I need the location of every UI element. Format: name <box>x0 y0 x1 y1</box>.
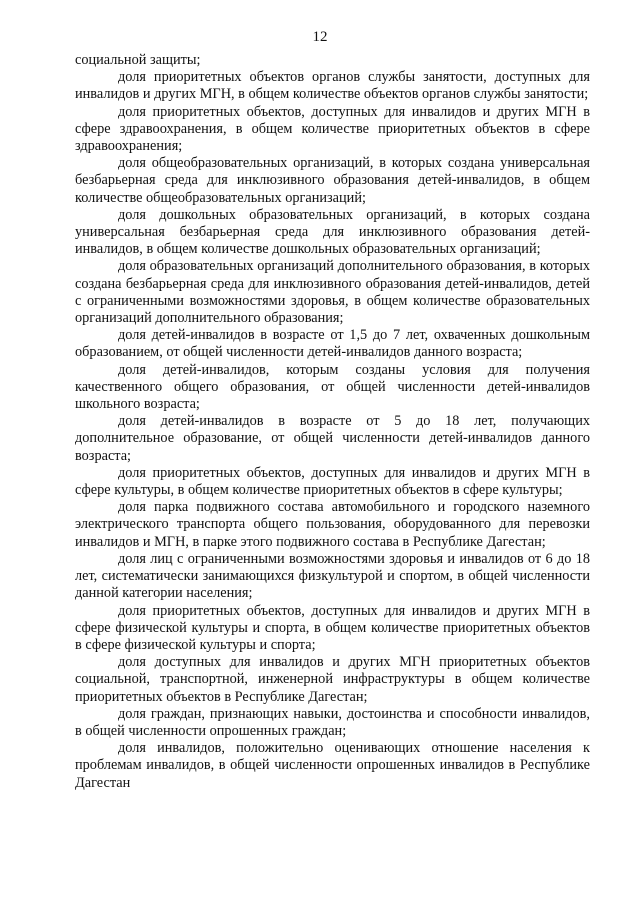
paragraph: доля образовательных организаций дополнительного образования, в которых создана безбарьерная среда для инклюзивного образования детей-инвалидов, детей с ограниченными возможностями здоровья, в общем количестве образовательных организаций дополнительного образования; <box>75 258 590 327</box>
paragraph: доля парка подвижного состава автомобильного и городского наземного электрического транспорта общего пользования, оборудованного для перевозки инвалидов и МГН, в парке этого подвижного состава в Республике Дагестан; <box>75 499 590 550</box>
paragraph: доля граждан, признающих навыки, достоинства и способности инвалидов, в общей численности опрошенных граждан; <box>75 705 590 739</box>
paragraph: доля общеобразовательных организаций, в которых создана универсальная безбарьерная среда для инклюзивного образования детей-инвалидов, в общем количестве общеобразовательных организаций; <box>75 155 590 206</box>
paragraph: доля дошкольных образовательных организаций, в которых создана универсальная безбарьерная среда для инклюзивного образования детей-инвалидов, в общем количестве дошкольных образовательных организаций; <box>75 206 590 258</box>
paragraph: социальной защиты; <box>75 52 201 68</box>
paragraph: доля детей-инвалидов, которым созданы условия для получения качественного общего образования, от общей численности детей-инвалидов школьного возраста; <box>75 361 590 413</box>
paragraph: доля приоритетных объектов органов службы занятости, доступных для инвалидов и других МГН, в общем количестве объектов органов службы занятости; <box>75 69 590 103</box>
paragraph: доля приоритетных объектов, доступных для инвалидов и других МГН в сфере здравоохранения, в общем количестве приоритетных объектов в сфере здравоохранения; <box>75 103 590 155</box>
paragraph: доля приоритетных объектов, доступных для инвалидов и других МГН в сфере физической культуры и спорта, в общем количестве приоритетных объектов в сфере физической культуры и спорта; <box>75 602 590 653</box>
paragraph: доля детей-инвалидов в возрасте от 1,5 до 7 лет, охваченных дошкольным образованием, от общей численности детей-инвалидов данного возраста; <box>75 327 590 361</box>
paragraph: доля доступных для инвалидов и других МГН приоритетных объектов социальной, транспортной, инженерной инфраструктуры в общем количестве приоритетных объектов в Республике Дагестан; <box>75 654 590 705</box>
paragraph: доля инвалидов, положительно оценивающих отношение населения к проблемам инвалидов, в общей численности опрошенных инвалидов в Республике Дагестан <box>75 740 590 791</box>
document-body <box>75 52 590 792</box>
paragraph: доля детей-инвалидов в возрасте от 5 до 18 лет, получающих дополнительное образование, от общей численности детей-инвалидов данного возраста; <box>75 413 590 464</box>
page-number: 12 <box>312 29 328 45</box>
paragraph: доля приоритетных объектов, доступных для инвалидов и других МГН в сфере культуры, в общем количестве приоритетных объектов в сфере культуры; <box>75 464 590 499</box>
paragraph: доля лиц с ограниченными возможностями здоровья и инвалидов от 6 до 18 лет, систематически занимающихся физкультурой и спортом, в общей численности данной категории населения; <box>75 550 590 602</box>
